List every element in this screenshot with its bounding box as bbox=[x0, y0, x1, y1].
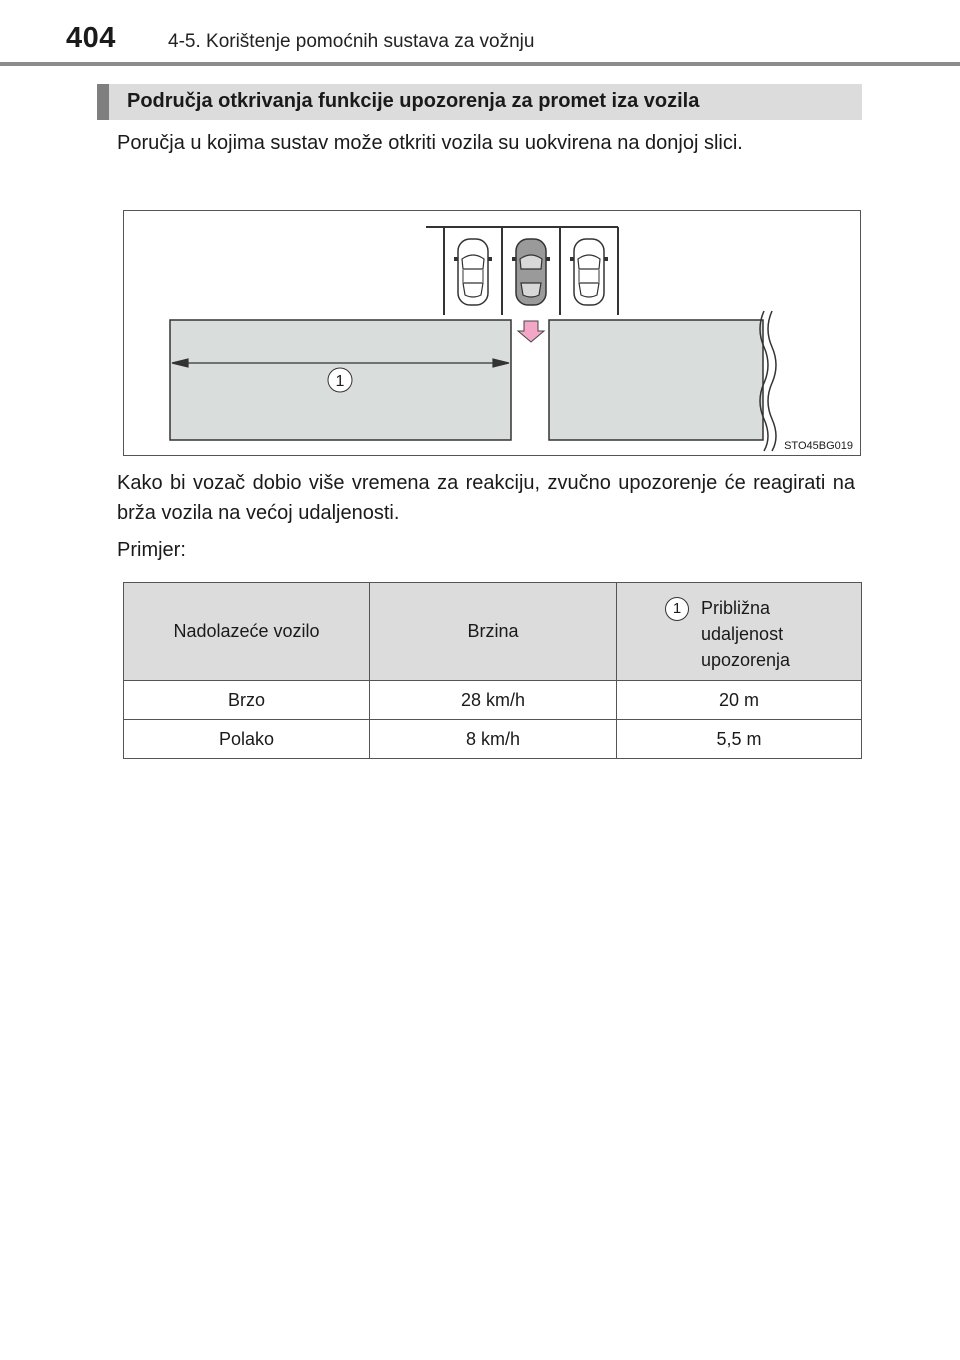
chapter-title: 4-5. Korištenje pomoćnih sustava za vožnju bbox=[168, 31, 535, 52]
callout-badge: 1 bbox=[665, 597, 689, 621]
detection-area-illustration bbox=[124, 211, 862, 457]
section-title: Područja otkrivanja funkcije upozorenja za promet iza vozila bbox=[127, 90, 700, 112]
table-row bbox=[124, 720, 862, 759]
detection-area-figure bbox=[123, 210, 861, 456]
header-divider bbox=[0, 62, 960, 66]
callout-number: 1 bbox=[335, 373, 345, 390]
reverse-direction-arrow-icon bbox=[518, 321, 544, 342]
page-header bbox=[0, 0, 960, 68]
cell-speed: 28 km/h bbox=[370, 681, 617, 720]
table-row bbox=[124, 681, 862, 720]
parked-car-right-icon bbox=[570, 239, 608, 305]
header-oncoming-vehicle: Nadolazeće vozilo bbox=[124, 583, 370, 681]
cell-distance: 5,5 m bbox=[617, 720, 862, 759]
section-heading-bar bbox=[97, 84, 862, 120]
header-speed: Brzina bbox=[370, 583, 617, 681]
cell-vehicle: Brzo bbox=[124, 681, 370, 720]
cell-distance: 20 m bbox=[617, 681, 862, 720]
break-line bbox=[768, 311, 776, 451]
table-header-row bbox=[124, 583, 862, 681]
example-label: Primjer: bbox=[117, 539, 186, 561]
figure-code: STO45BG019 bbox=[784, 440, 853, 452]
header-warning-distance-label: Približna udaljenost upozorenja bbox=[701, 598, 791, 670]
body-paragraph: Kako bi vozač dobio više vremena za reakciju, zvučno upozorenje će reagirati na brža vozila na većoj udaljenosti. bbox=[117, 472, 855, 524]
cell-vehicle: Polako bbox=[124, 720, 370, 759]
cell-speed: 8 km/h bbox=[370, 720, 617, 759]
page-number: 404 bbox=[66, 22, 116, 54]
own-car-icon bbox=[512, 239, 550, 305]
intro-paragraph: Poručja u kojima sustav može otkriti vozila su uokvirena na donjoj slici. bbox=[117, 132, 743, 154]
header-warning-distance bbox=[617, 583, 862, 681]
detection-zone-right bbox=[549, 320, 763, 440]
parked-car-left-icon bbox=[454, 239, 492, 305]
warning-distance-table bbox=[123, 582, 862, 759]
